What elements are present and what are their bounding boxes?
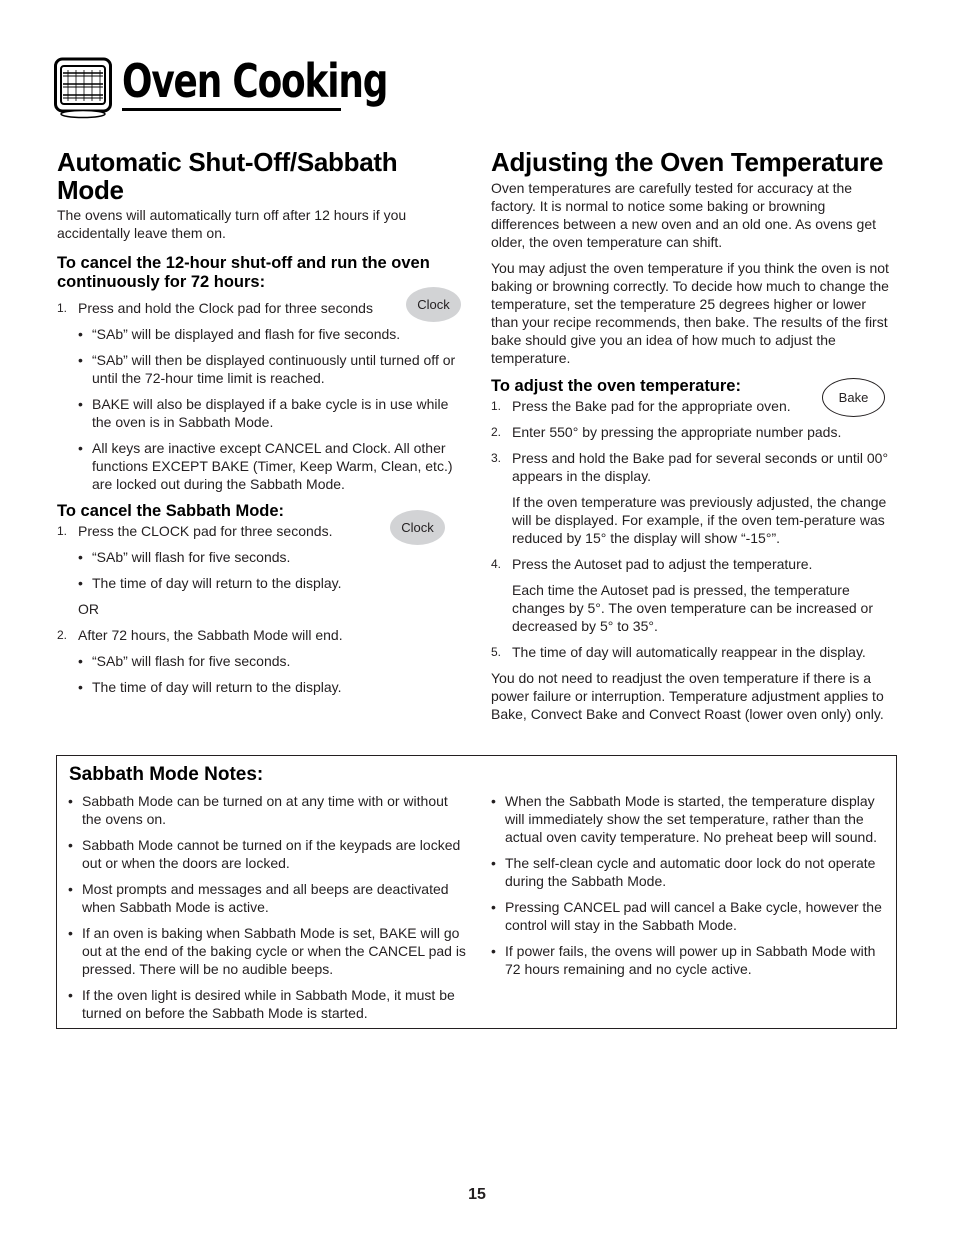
notes-title: Sabbath Mode Notes:: [69, 764, 264, 785]
step-text: After 72 hours, the Sabbath Mode will end.: [78, 627, 343, 643]
step-text: The time of day will automatically reappear in the display.: [512, 644, 866, 660]
page-number: 15: [468, 1186, 486, 1203]
step-text: Each time the Autoset pad is pressed, the temperature changes by 5°. The oven temperature can be increased or decreased by 5° to 35°.: [512, 582, 874, 634]
bullets-cancel: [57, 548, 467, 592]
or-label: OR: [78, 601, 99, 617]
oven-icon: [54, 57, 112, 119]
list-item: • Pressing CANCEL pad will cancel a Bake cycle, however the control will stay in the Sabbath Mode.: [480, 898, 890, 934]
step-number: 1.: [57, 524, 68, 538]
list-item: • If an oven is baking when Sabbath Mode is set, BAKE will go out at the end of the baking cycle or when the CANCEL pad is pressed. There will be no audible beeps.: [57, 924, 467, 978]
subheading-adjust: To adjust the oven temperature:: [491, 377, 741, 395]
list-item: • “SAb” will flash for five seconds.: [57, 652, 467, 670]
list-item: • If power fails, the ovens will power up in Sabbath Mode with 72 hours remaining and no cycle active.: [480, 942, 890, 978]
list-item: • When the Sabbath Mode is started, the temperature display will immediately show the set temperature, rather than the actual oven cavity temperature. No preheat beep will sound.: [480, 792, 890, 846]
left-column: [57, 148, 467, 696]
step-text: If the oven temperature was previously adjusted, the change will be displayed. For example, if the oven tem-perature was reduced by 15° the display will show “-15°”.: [512, 494, 887, 546]
list-item: • “SAb” will be displayed and flash for five seconds.: [57, 325, 467, 343]
subheading-cancel-shutoff: To cancel the 12-hour shut-off and run the oven continuously for 72 hours:: [57, 254, 430, 291]
adjust-step: [491, 643, 897, 661]
bullets-shutoff: [57, 325, 467, 493]
adjust-step: [491, 449, 897, 485]
temperature-footer-para: You do not need to readjust the oven temperature if there is a power failure or interruption. Temperature adjustment applies to Bake, Convect Bake and Convect Roast (lower oven only) only.: [491, 670, 884, 722]
list-item: • Sabbath Mode can be turned on at any time with or without the ovens on.: [57, 792, 467, 828]
section-heading-sabbath: Automatic Shut-Off/Sabbath Mode: [57, 147, 398, 205]
bullets-72h: [57, 652, 467, 696]
adjust-steps: [491, 397, 897, 661]
temperature-intro: Oven temperatures are carefully tested for accuracy at the factory. It is normal to notice some baking or browning differences between a new oven and an old one. As ovens get older, the oven temperature can shift.: [491, 180, 877, 250]
bake-pad-label: Bake: [838, 390, 869, 405]
step-text: Press and hold the Clock pad for three seconds: [78, 300, 373, 316]
clock-pad-label: Clock: [417, 297, 450, 312]
step-number: 3.: [491, 451, 502, 465]
clock-pad-label: Clock: [401, 520, 434, 535]
list-item: • The time of day will return to the display.: [57, 678, 467, 696]
list-item: • The time of day will return to the display.: [57, 574, 467, 592]
cancel-step-2: [57, 626, 467, 644]
step-number: 2.: [491, 425, 502, 439]
sabbath-notes-box: [56, 755, 897, 1029]
step-text: Press the Autoset pad to adjust the temperature.: [512, 556, 813, 572]
subheading-cancel-sabbath: To cancel the Sabbath Mode:: [57, 502, 285, 520]
sabbath-intro: The ovens will automatically turn off after 12 hours if you accidentally leave them on.: [57, 207, 407, 241]
right-column: [491, 148, 901, 723]
adjust-step: [491, 423, 897, 441]
list-item: • The self-clean cycle and automatic door lock do not operate during the Sabbath Mode.: [480, 854, 890, 890]
bake-pad-icon: [822, 378, 885, 417]
adjust-step-note: [491, 493, 897, 547]
step-text: Press the Bake pad for the appropriate oven.: [512, 398, 791, 414]
list-item: • All keys are inactive except CANCEL and Clock. All other functions EXCEPT BAKE (Timer, Keep Warm, Clean, etc.) are locked out during the Sabbath Mode.: [57, 439, 467, 493]
step-number: 4.: [491, 557, 502, 571]
step-number: 5.: [491, 645, 502, 659]
list-item: • Most prompts and messages and all beeps are deactivated when Sabbath Mode is active.: [57, 880, 467, 916]
list-item: • Sabbath Mode cannot be turned on if the keypads are locked out or when the doors are locked.: [57, 836, 467, 872]
section-heading-temperature: Adjusting the Oven Temperature: [491, 147, 884, 177]
step-number: 1.: [491, 399, 502, 413]
title-underline: [122, 108, 341, 111]
temperature-adjust-para: You may adjust the oven temperature if you think the oven is not baking or browning correctly. To decide how much to change the temperature, set the temperature 25 degrees higher or lower than your recipe recommends, then bake. The results of the first bake should give you an idea of how much to adjust the temperature.: [491, 260, 889, 366]
list-item: • “SAb” will flash for five seconds.: [57, 548, 467, 566]
clock-pad-icon: [390, 510, 445, 545]
list-item: • If the oven light is desired while in Sabbath Mode, it must be turned on before the Sabbath Mode is started.: [57, 986, 467, 1022]
list-item: • BAKE will also be displayed if a bake cycle is in use while the oven is in Sabbath Mode.: [57, 395, 467, 431]
step-number: 2.: [57, 628, 68, 642]
step-text: Enter 550° by pressing the appropriate number pads.: [512, 424, 842, 440]
notes-right-column: [480, 792, 890, 986]
page-title: Oven Cooking: [122, 54, 388, 108]
step-text: Press and hold the Bake pad for several seconds or until 00° appears in the display.: [512, 450, 889, 484]
adjust-step-note: [491, 581, 897, 635]
clock-pad-icon: [406, 287, 461, 322]
list-item: • “SAb” will then be displayed continuously until turned off or until the 72-hour time limit is reached.: [57, 351, 467, 387]
adjust-step: [491, 555, 897, 573]
notes-left-column: [57, 792, 467, 1030]
step-text: Press the CLOCK pad for three seconds.: [78, 523, 333, 539]
step-number: 1.: [57, 301, 68, 315]
